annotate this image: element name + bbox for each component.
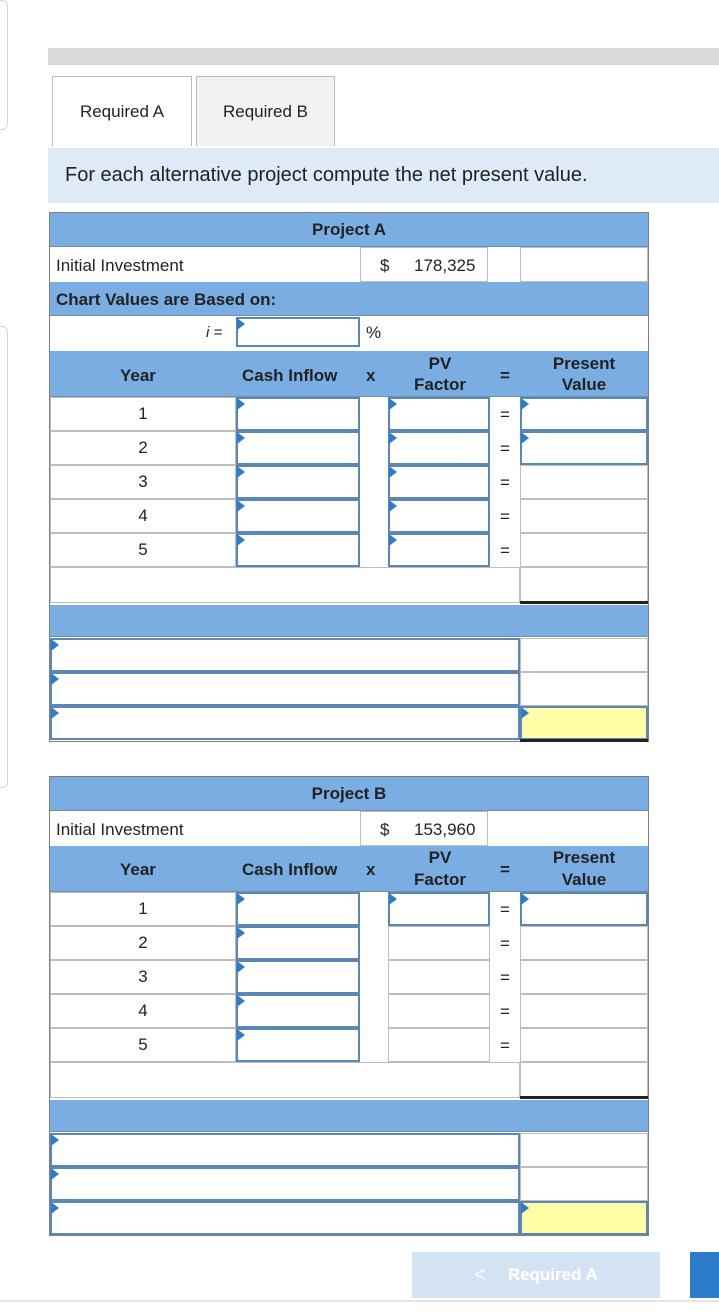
answer-label-input[interactable] bbox=[50, 638, 520, 672]
empty-cell bbox=[520, 247, 648, 282]
present-value-cell bbox=[520, 994, 648, 1028]
equals-sign: = bbox=[500, 934, 510, 953]
year-cell: 3 bbox=[50, 960, 236, 994]
answer-value-cell bbox=[520, 1167, 648, 1201]
pv-factor-header-line2: Factor bbox=[414, 375, 466, 394]
frame-edge bbox=[0, 0, 8, 130]
present-value-input[interactable] bbox=[520, 892, 648, 926]
pv-factor-input[interactable] bbox=[388, 892, 490, 926]
answer-value-cell bbox=[520, 1133, 648, 1167]
cash-inflow-input[interactable] bbox=[236, 431, 360, 465]
total-row bbox=[50, 567, 520, 603]
tab-required-b[interactable]: Required B bbox=[196, 76, 335, 146]
present-value-header-line1: Present bbox=[552, 848, 616, 867]
year-header: Year bbox=[120, 860, 156, 879]
present-value-header-line2: Value bbox=[561, 870, 607, 889]
present-value-input[interactable] bbox=[520, 431, 648, 465]
year-cell: 4 bbox=[50, 994, 236, 1028]
cash-inflow-input[interactable] bbox=[236, 1028, 360, 1062]
present-value-cell bbox=[520, 533, 648, 567]
interest-rate-label: i = bbox=[206, 324, 223, 341]
answer-label-input[interactable] bbox=[50, 1133, 520, 1167]
pv-factor-input[interactable] bbox=[388, 499, 490, 533]
frame-edge bbox=[0, 326, 8, 788]
year-cell: 1 bbox=[50, 892, 236, 926]
equals-sign: = bbox=[500, 507, 510, 526]
present-value-cell bbox=[520, 960, 648, 994]
pv-factor-input[interactable] bbox=[388, 397, 490, 431]
equals-sign: = bbox=[500, 541, 510, 560]
multiply-sign: x bbox=[366, 366, 376, 385]
pv-factor-cell bbox=[388, 960, 490, 994]
tab-required-a[interactable]: Required A bbox=[52, 76, 192, 146]
cash-inflow-input[interactable] bbox=[236, 994, 360, 1028]
equals-header: = bbox=[500, 366, 510, 385]
total-row bbox=[50, 1062, 520, 1098]
npv-value-input[interactable] bbox=[520, 1201, 648, 1235]
answer-label-input[interactable] bbox=[50, 1167, 520, 1201]
cash-inflow-header: Cash Inflow bbox=[242, 860, 338, 879]
interest-rate-input[interactable] bbox=[236, 317, 360, 347]
pv-factor-header-line2: Factor bbox=[414, 870, 466, 889]
pv-factor-input[interactable] bbox=[388, 533, 490, 567]
present-value-cell bbox=[520, 465, 648, 499]
initial-investment-value: 178,325 bbox=[414, 256, 476, 275]
prev-required-a-button[interactable] bbox=[412, 1252, 660, 1298]
answer-label-input[interactable] bbox=[50, 672, 520, 706]
header-bar bbox=[48, 48, 719, 65]
total-underline bbox=[520, 1096, 648, 1099]
present-value-header-line2: Value bbox=[561, 375, 607, 394]
npv-label-input[interactable] bbox=[50, 1201, 520, 1235]
present-value-input[interactable] bbox=[520, 397, 648, 431]
present-value-cell bbox=[520, 926, 648, 960]
pv-factor-cell bbox=[388, 994, 490, 1028]
next-button-edge[interactable] bbox=[690, 1252, 719, 1298]
equals-sign: = bbox=[500, 473, 510, 492]
currency-symbol: $ bbox=[380, 256, 390, 275]
npv-underline bbox=[520, 739, 648, 742]
cash-inflow-header: Cash Inflow bbox=[242, 366, 338, 385]
equals-sign: = bbox=[500, 900, 510, 919]
total-value-cell bbox=[520, 1062, 648, 1098]
initial-investment-label: Initial Investment bbox=[56, 256, 184, 275]
pv-factor-input[interactable] bbox=[388, 465, 490, 499]
project-b-title: Project B bbox=[50, 777, 648, 811]
cash-inflow-input[interactable] bbox=[236, 397, 360, 431]
npv-value-input[interactable] bbox=[520, 706, 648, 740]
cash-inflow-input[interactable] bbox=[236, 892, 360, 926]
answer-band bbox=[50, 1100, 648, 1132]
equals-sign: = bbox=[500, 968, 510, 987]
chart-values-label: Chart Values are Based on: bbox=[56, 290, 277, 309]
year-cell: 2 bbox=[50, 431, 236, 465]
nav-button-label: Required A bbox=[507, 1265, 598, 1284]
equals-sign: = bbox=[500, 439, 510, 458]
pv-factor-cell bbox=[388, 1028, 490, 1062]
answer-band bbox=[50, 605, 648, 637]
year-header: Year bbox=[120, 366, 156, 385]
equals-sign: = bbox=[500, 405, 510, 424]
pv-factor-header-line1: PV bbox=[428, 848, 452, 867]
pv-factor-input[interactable] bbox=[388, 431, 490, 465]
project-b-table bbox=[49, 776, 649, 1236]
npv-label-input[interactable] bbox=[50, 706, 520, 740]
equals-sign: = bbox=[500, 1002, 510, 1021]
cash-inflow-input[interactable] bbox=[236, 960, 360, 994]
project-a-table bbox=[49, 212, 649, 742]
year-cell: 3 bbox=[50, 465, 236, 499]
multiply-sign: x bbox=[366, 860, 376, 879]
total-underline bbox=[520, 601, 648, 604]
total-value-cell bbox=[520, 567, 648, 603]
instruction-text: For each alternative project compute the net present value. bbox=[48, 148, 719, 203]
year-cell: 1 bbox=[50, 397, 236, 431]
present-value-cell bbox=[520, 499, 648, 533]
project-a-title: Project A bbox=[50, 213, 648, 247]
present-value-header-line1: Present bbox=[552, 354, 616, 373]
cash-inflow-input[interactable] bbox=[236, 499, 360, 533]
chevron-left-icon: < bbox=[474, 1263, 486, 1286]
answer-value-cell bbox=[520, 638, 648, 672]
equals-sign: = bbox=[500, 1036, 510, 1055]
equals-header: = bbox=[500, 860, 510, 879]
pv-factor-header-line1: PV bbox=[428, 354, 452, 373]
currency-symbol: $ bbox=[380, 820, 390, 839]
answer-value-cell bbox=[520, 672, 648, 706]
year-cell: 5 bbox=[50, 533, 236, 567]
year-cell: 4 bbox=[50, 499, 236, 533]
cash-inflow-input[interactable] bbox=[236, 533, 360, 567]
year-cell: 2 bbox=[50, 926, 236, 960]
cash-inflow-input[interactable] bbox=[236, 465, 360, 499]
initial-investment-value: 153,960 bbox=[414, 820, 476, 839]
footer-divider bbox=[0, 1300, 719, 1302]
pv-factor-cell bbox=[388, 926, 490, 960]
initial-investment-label: Initial Investment bbox=[56, 820, 184, 839]
cash-inflow-input[interactable] bbox=[236, 926, 360, 960]
percent-sign: % bbox=[366, 323, 382, 342]
year-cell: 5 bbox=[50, 1028, 236, 1062]
present-value-cell bbox=[520, 1028, 648, 1062]
